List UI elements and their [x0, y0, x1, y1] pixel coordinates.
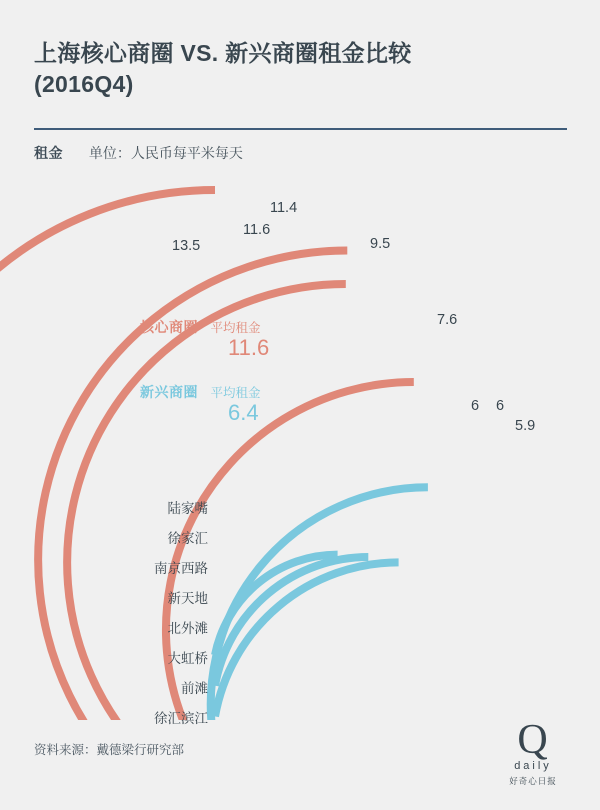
value-label-北外滩: 7.6 [437, 312, 458, 328]
category-label-大虹桥: 大虹桥 [167, 651, 208, 666]
arc-陆家嘴 [0, 190, 215, 720]
category-label-前滩: 前滩 [181, 681, 208, 696]
publisher-logo [500, 718, 566, 787]
legend-emerging-average-label: 平均租金 [210, 386, 261, 400]
unit-label: 单位：人民币每平米每天 [88, 145, 243, 161]
logo-q-icon: Q [517, 717, 549, 763]
value-label-新天地: 9.5 [370, 236, 391, 252]
category-label-徐汇滨江: 徐汇滨江 [154, 711, 208, 726]
page-title-line2: (2016Q4) [34, 71, 134, 97]
category-label-徐家汇: 徐家汇 [167, 531, 208, 546]
category-label-新天地: 新天地 [167, 591, 208, 606]
source-note: 资料来源：戴德梁行研究部 [34, 743, 185, 757]
arc-新天地 [166, 382, 414, 720]
category-label-北外滩: 北外滩 [167, 621, 208, 636]
logo-wordmark: daily [514, 760, 552, 772]
category-label-南京西路: 南京西路 [154, 561, 208, 576]
arc-北外滩 [211, 487, 428, 720]
logo-chinese-name: 好奇心日报 [509, 776, 557, 786]
legend-core-name: 核心商圈 [140, 319, 198, 335]
value-label-徐汇滨江: 5.9 [515, 418, 536, 434]
legend-core-average-value: 11.6 [228, 335, 270, 360]
metric-label: 租金 [34, 145, 63, 161]
legend-core-average-label: 平均租金 [210, 321, 261, 335]
page-title [34, 38, 574, 100]
value-label-前滩: 6 [496, 398, 505, 414]
value-label-大虹桥: 6 [471, 398, 480, 414]
radial-bar-chart [0, 160, 600, 726]
title-divider [34, 128, 567, 130]
page-title-line1: 上海核心商圈 VS. 新兴商圈租金比较 [34, 40, 412, 66]
category-label-陆家嘴: 陆家嘴 [167, 501, 208, 516]
value-label-徐家汇: 11.6 [243, 222, 271, 238]
legend-emerging-name: 新兴商圈 [140, 384, 198, 400]
arc-前滩 [215, 557, 368, 686]
legend-emerging [140, 382, 260, 426]
legend-emerging-average-value: 6.4 [228, 400, 259, 425]
legend-core [140, 317, 269, 361]
value-label-陆家嘴: 13.5 [172, 238, 201, 254]
value-label-南京西路: 11.4 [270, 200, 298, 216]
